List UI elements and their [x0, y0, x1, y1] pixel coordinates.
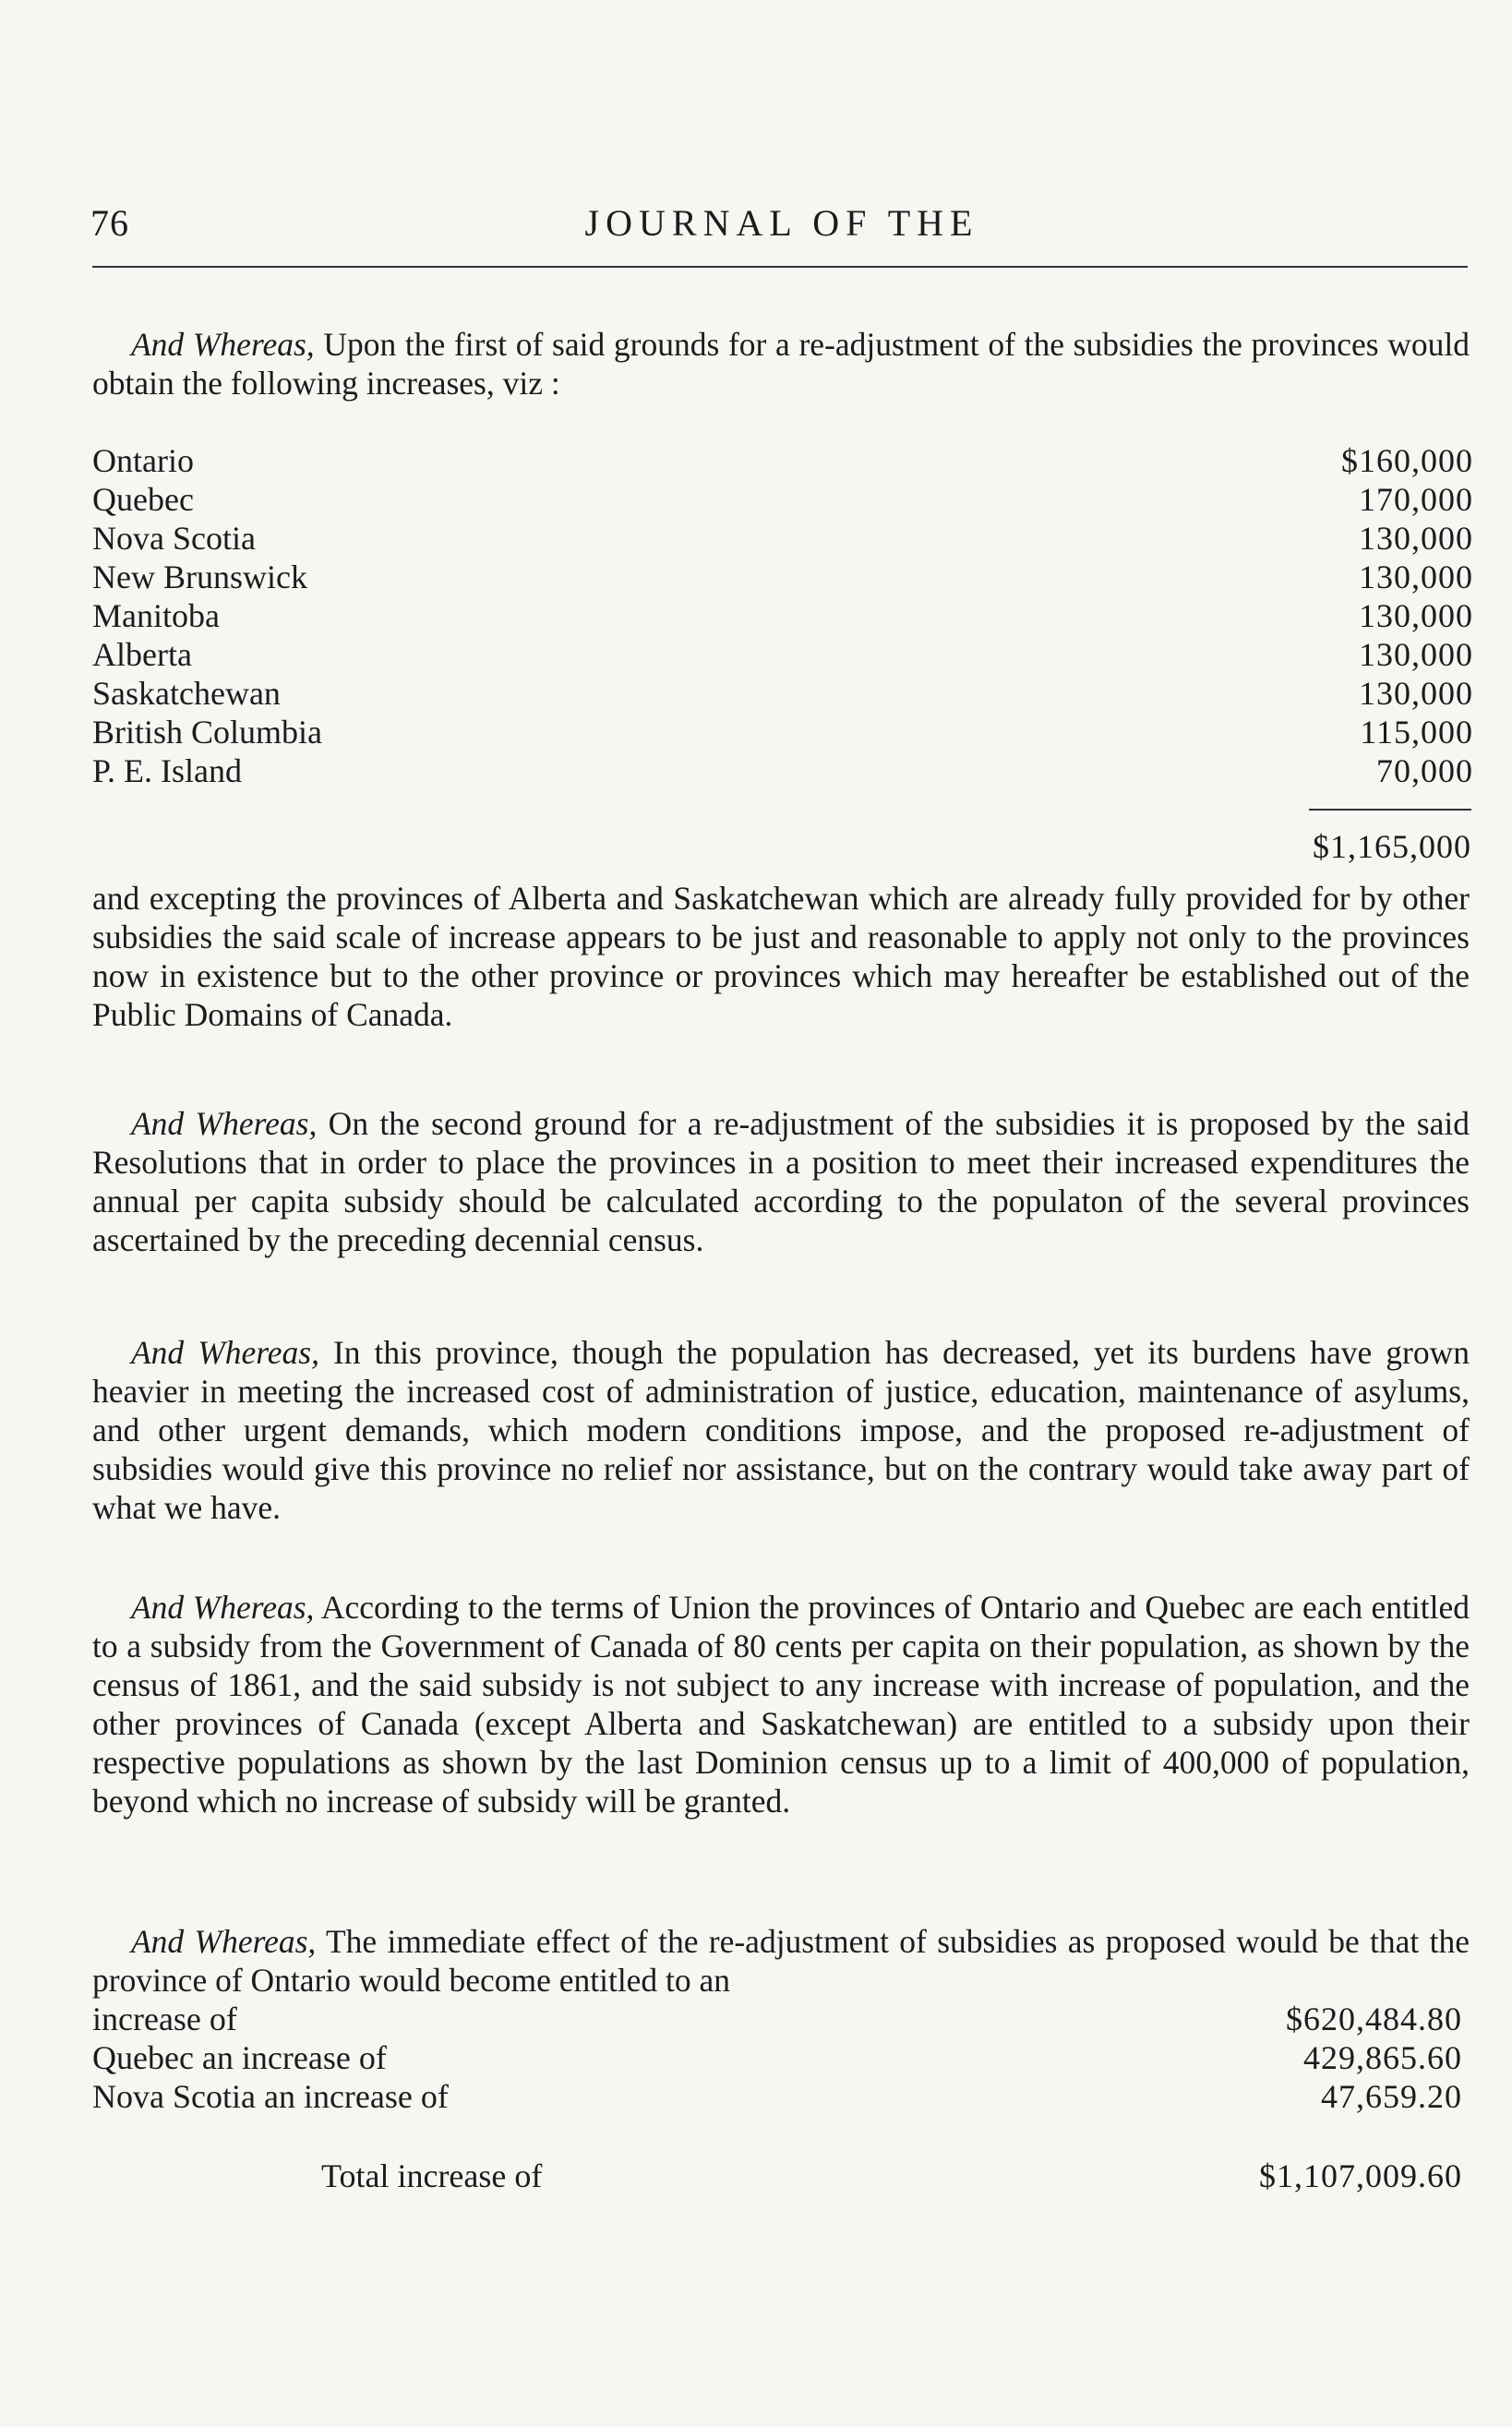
total-label: Total increase of — [321, 2157, 543, 2194]
increase-label: Quebec an increase of — [92, 2039, 387, 2076]
paragraph-lead: And Whereas, — [131, 1923, 317, 1960]
list-item — [92, 441, 1473, 480]
journal-page — [90, 0, 1473, 2427]
paragraph-text: Upon the first of said grounds for a re-adjustment of the subsidies the provinces would obtain the following increases, viz : — [92, 326, 1470, 402]
province-name: Manitoba — [92, 597, 220, 634]
page-header — [90, 201, 1473, 257]
paragraph-burdens — [92, 1333, 1470, 1527]
increase-amount: $620,484.80 — [1286, 2000, 1462, 2037]
province-name: Saskatchewan — [92, 675, 281, 712]
paragraph-lead: And Whereas, — [131, 1589, 315, 1626]
paragraph-terms-of-union — [92, 1588, 1470, 1820]
paragraph-lead: And Whereas, — [131, 1105, 318, 1142]
paragraph-immediate-effect — [92, 1922, 1470, 2000]
province-amount: 115,000 — [1360, 714, 1473, 751]
province-name: Quebec — [92, 481, 194, 518]
province-name: Nova Scotia — [92, 520, 256, 557]
province-amount: 130,000 — [1359, 520, 1473, 557]
paragraph-excepting: and excepting the provinces of Alberta and Saskatchewan which are already fully provided for by other subsidies the said scale of increase appears to be just and reasonable to apply not only to the provinces now in existence but to the other province or provinces which may hereafter be established out of the Public Domains of Canada. — [92, 880, 1470, 1033]
list-item — [92, 674, 1473, 713]
list-item — [92, 713, 1473, 751]
province-name: Alberta — [92, 636, 192, 673]
list-item — [92, 2000, 1462, 2038]
province-increase-list — [92, 441, 1473, 790]
province-total: $1,165,000 — [1313, 828, 1471, 865]
total-amount: $1,107,009.60 — [1259, 2157, 1462, 2194]
paragraph-text: According to the terms of Union the provinces of Ontario and Quebec are each entitled to a subsidy from the Government of Canada of 80 cents per capita on their population, as shown by the census of 1861, and the said subsidy is not subject to any increase with increase of population, and the other provinces of Canada (except Alberta and Saskatchewan) are entitled to a subsidy upon their respective populations as shown by the last Dominion census up to a limit of 400,000 of population, beyond which no increase of subsidy will be granted. — [92, 1589, 1470, 1820]
header-rule — [92, 266, 1468, 268]
province-amount: 130,000 — [1359, 675, 1473, 712]
increase-label: increase of — [92, 2000, 237, 2037]
increase-amount: 47,659.20 — [1321, 2078, 1462, 2115]
paragraph-second-ground — [92, 1104, 1470, 1259]
page-number: 76 — [90, 202, 129, 244]
increase-label: Nova Scotia an increase of — [92, 2078, 449, 2115]
list-item — [92, 519, 1473, 558]
paragraph-lead: And Whereas, — [131, 326, 315, 363]
province-amount: 70,000 — [1376, 752, 1473, 789]
province-amount: 170,000 — [1359, 481, 1473, 518]
province-amount: $160,000 — [1341, 442, 1473, 479]
province-name: British Columbia — [92, 714, 323, 751]
list-item — [92, 596, 1473, 635]
paragraph-lead: And Whereas, — [131, 1334, 319, 1371]
province-name: P. E. Island — [92, 752, 242, 789]
list-item — [92, 635, 1473, 674]
increase-amount: 429,865.60 — [1303, 2039, 1462, 2076]
province-amount: 130,000 — [1359, 559, 1473, 595]
province-amount: 130,000 — [1359, 636, 1473, 673]
paragraph-first-ground — [92, 325, 1470, 402]
sum-rule — [1309, 809, 1471, 811]
increase-list — [92, 2000, 1462, 2116]
list-item — [92, 751, 1473, 790]
paragraph-text: The immediate effect of the re-adjustment of subsidies as proposed would be that the province of Ontario would become entitled to an — [92, 1923, 1470, 1999]
running-title: JOURNAL OF THE — [584, 202, 979, 244]
list-item — [92, 2038, 1462, 2077]
province-name: New Brunswick — [92, 559, 307, 595]
list-item — [92, 480, 1473, 519]
list-item — [92, 558, 1473, 596]
province-name: Ontario — [92, 442, 194, 479]
paragraph-text: In this province, though the population has decreased, yet its burdens have grown heavier in meeting the increased cost of administration of justice, education, maintenance of asylums, and other urgent demands, which modern conditions impose, and the proposed re-adjustment of subsidies would give this province no relief nor assistance, but on the contrary would take away part of what we have. — [92, 1334, 1470, 1526]
paragraph-text: On the second ground for a re-adjustment of the subsidies it is proposed by the said Resolutions that in order to place the provinces in a position to meet their increased expenditures the annual per capita subsidy should be calculated according to the populaton of the several provinces ascertained by the preceding decennial census. — [92, 1105, 1470, 1258]
list-item — [92, 2077, 1462, 2116]
province-amount: 130,000 — [1359, 597, 1473, 634]
